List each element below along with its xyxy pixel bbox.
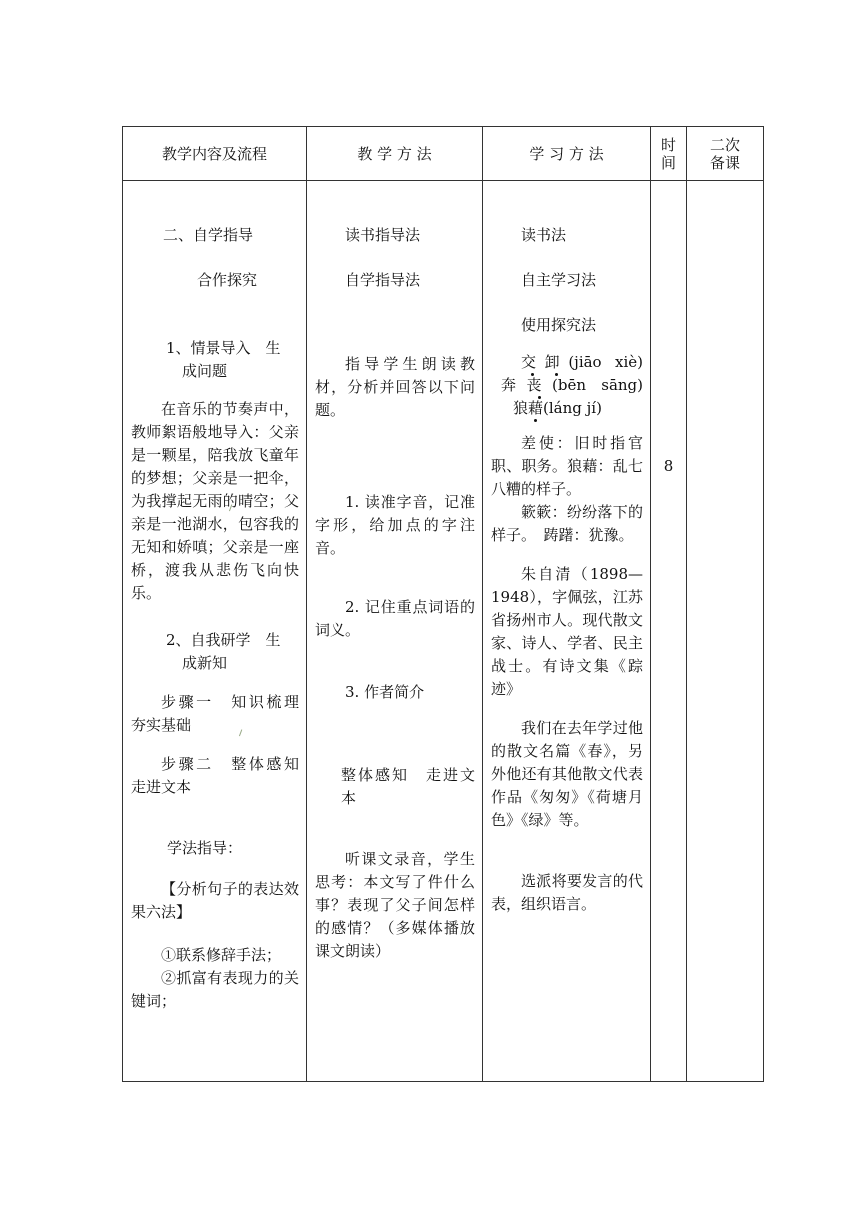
pinyin-annotations [491, 351, 643, 420]
header-time: 时 间 [660, 135, 676, 172]
intro-paragraph: 在音乐的节奏声中，教师絮语般地导入：父亲是一颗星，陪我放飞童年的梦想；父亲是一把伞，为我撑起无雨的晴空；父亲是一池湖水，包容我的无知和娇嗔；父亲是一座桥，渡我从悲伤飞向快乐。 [131, 400, 299, 602]
task-listen-recording: 听课文录音，学生思考：本文写了件什么事？表现了父子间怎样的感情？（多媒体播放课文朗读） [315, 850, 475, 960]
method-reading-guide: 读书指导法 [345, 226, 421, 244]
header-teaching-method: 教 学 方 法 [357, 144, 432, 163]
pinyin-word-1: 交卸 [521, 353, 569, 371]
gloss-falling: 簌簌：纷纷落下的样子。 踌躇：犹豫。 [491, 503, 643, 544]
author-bio: 朱自清（1898—1948），字佩弦，江苏省扬州市人。现代散文家、诗人、学者、民主战士。有诗文集《踪迹》 [491, 565, 643, 698]
column-divider [306, 127, 307, 1081]
time-cell [651, 455, 686, 478]
gloss-errand: 差使：旧时指官职、职务。狼藉：乱七八糟的样子。 [491, 434, 643, 498]
content-flow-cell [131, 181, 315, 1013]
header-learning-method: 学 习 方 法 [529, 144, 604, 163]
method-guide-title: 学法指导： [167, 839, 243, 857]
section-self-research: 2、自我研学 生 [166, 631, 281, 649]
task-overall-perception: 整体感知 走进文本 [341, 766, 475, 807]
method-inquiry: 使用探究法 [521, 316, 597, 334]
header-second-prep: 二次 备课 [709, 135, 740, 172]
section-self-study: 二、自学指导 [163, 226, 254, 244]
step-one: 步骤一 知识梳理 夯实基础 [131, 693, 315, 734]
column-divider [650, 127, 651, 1081]
pinyin-word-3: 狼藉 [513, 399, 544, 417]
column-divider [686, 127, 687, 1081]
learning-method-cell [491, 181, 643, 916]
task-pronunciation: 1. 读准字音，记准字形，给加点的字注音。 [315, 493, 475, 557]
section-self-research-cont: 成新知 [182, 654, 228, 672]
pinyin-2: (bēn sāng) [552, 376, 643, 394]
six-methods-title: 【分析句子的表达效果六法】 [131, 880, 299, 921]
method-reading: 读书法 [521, 226, 567, 244]
method-autonomous: 自主学习法 [521, 271, 597, 289]
time-minutes: 8 [663, 457, 674, 475]
reading-instruction: 指导学生朗读教材，分析并回答以下问题。 [315, 355, 475, 419]
method-two: ②抓富有表现力的关键词； [131, 969, 299, 1010]
section-scene-intro-cont: 成问题 [182, 362, 228, 380]
task-author-intro: 3. 作者简介 [345, 683, 425, 701]
representative-selection: 选派将要发言的代表，组织语言。 [491, 872, 643, 913]
author-works: 我们在去年学过他的散文名篇《春》，另外他还有其他散文代表作品《匆匆》《荷塘月色》《绿》等。 [491, 719, 643, 829]
task-vocabulary: 2. 记住重点词语的词义。 [315, 598, 475, 639]
column-divider [482, 127, 483, 1081]
lesson-plan-table [122, 126, 764, 1082]
pinyin-1: (jiāo xiè) [568, 353, 643, 371]
section-scene-intro: 1、情景导入 生 [166, 339, 281, 357]
step-two: 步骤二 整体感知 走进文本 [131, 755, 315, 796]
pinyin-word-2: 奔丧 [501, 376, 552, 394]
method-one: ①联系修辞手法； [161, 946, 282, 964]
header-content-flow: 教学内容及流程 [161, 144, 267, 163]
section-cooperative: 合作探究 [197, 271, 258, 289]
method-self-study-guide: 自学指导法 [345, 271, 421, 289]
teaching-method-cell [315, 181, 475, 963]
pinyin-3: (láng jí) [543, 399, 602, 417]
